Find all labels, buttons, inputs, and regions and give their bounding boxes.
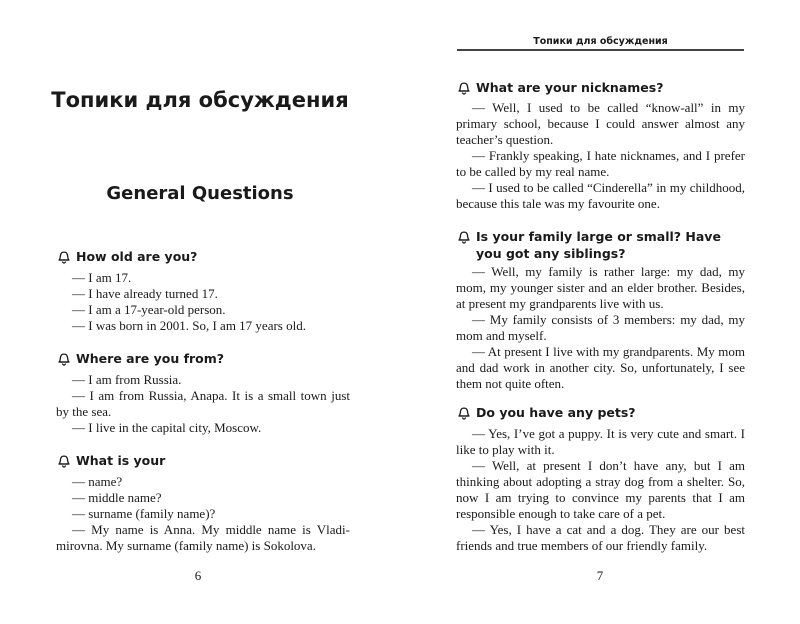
answer-block: [456, 426, 745, 554]
bell-icon: [56, 249, 72, 264]
section-title: General Questions: [106, 183, 294, 204]
answer-block: [56, 372, 350, 436]
answer-line: — Yes, I have a cat and a dog. They are our best friends and true members of our friendly family.: [456, 522, 745, 553]
answer-line: — I am a 17-year-old person.: [72, 302, 226, 317]
question-heading: [56, 248, 350, 265]
answer-line: — I live in the capital city, Moscow.: [72, 420, 262, 435]
page-number: 7: [596, 568, 604, 583]
answer-line: — I am 17.: [72, 270, 132, 285]
question-heading: [56, 452, 350, 469]
question-text: How old are you?: [76, 249, 198, 264]
answer-line: — I have already turned 17.: [72, 286, 218, 301]
question-text: Is your family large or small? Have you got any siblings?: [476, 229, 721, 261]
answer-block: [56, 270, 350, 334]
question-text: What is your: [76, 453, 166, 468]
answer-line: — I am from Russia.: [72, 372, 182, 387]
question-heading: [56, 350, 350, 367]
bell-icon: [56, 453, 72, 468]
question-text: Do you have any pets?: [476, 405, 636, 420]
answer-line: — I was born in 2001. So, I am 17 years old.: [72, 318, 306, 333]
answer-line: — Well, my family is rather large: my dad, my mom, my younger sister and an elder brother. Besides, at present my grandparents live with us.: [456, 264, 745, 311]
running-head: Топики для обсуждения: [533, 36, 668, 47]
answer-line: — My name is Anna. My middle name is Vladimirovna. My surname (family name) is Sokolova.: [56, 522, 350, 553]
question-heading: [456, 228, 745, 262]
answer-line: — middle name?: [72, 490, 162, 505]
answer-line: — surname (family name)?: [72, 506, 216, 521]
bell-icon: [456, 80, 472, 95]
page-number: 6: [194, 568, 202, 583]
answer-line: — Well, at present I don’t have any, but I am thinking about adopting a stray dog from a shelter. So, now I am trying to convince my parents that I am responsible enough to take care of a pet.: [456, 458, 745, 521]
chapter-title: Топики для обсуждения: [51, 88, 349, 112]
answer-line: — Yes, I’ve got a puppy. It is very cute and smart. I like to play with it.: [456, 426, 745, 457]
answer-block: [56, 474, 350, 554]
answer-line: — Well, I used to be called “know-all” in my primary school, because I could answer almost any teacher’s question.: [456, 100, 745, 147]
question-text: Where are you from?: [76, 351, 225, 366]
bell-icon: [456, 229, 472, 244]
question-text: What are your nicknames?: [476, 80, 664, 95]
answer-line: — I am from Russia, Anapa. It is a small town just by the sea.: [56, 388, 350, 419]
answer-line: — At present I live with my grandparents. My mom and dad work in another city. So, unfortunately, I see them not quite often.: [456, 344, 745, 391]
right-page: [400, 0, 800, 624]
bell-icon: [456, 405, 472, 420]
question-heading: [456, 79, 745, 96]
answer-line: — Frankly speaking, I hate nicknames, and I prefer to be called by my real name.: [456, 148, 745, 179]
answer-line: — name?: [72, 474, 123, 489]
answer-block: [456, 100, 745, 212]
question-heading: [456, 404, 745, 421]
answer-line: — I used to be called “Cinderella” in my childhood, because this tale was my favourite one.: [456, 180, 745, 211]
answer-line: — My family consists of 3 members: my dad, my mom and myself.: [456, 312, 745, 343]
header-rule: [457, 49, 744, 51]
answer-block: [456, 264, 745, 392]
bell-icon: [56, 351, 72, 366]
